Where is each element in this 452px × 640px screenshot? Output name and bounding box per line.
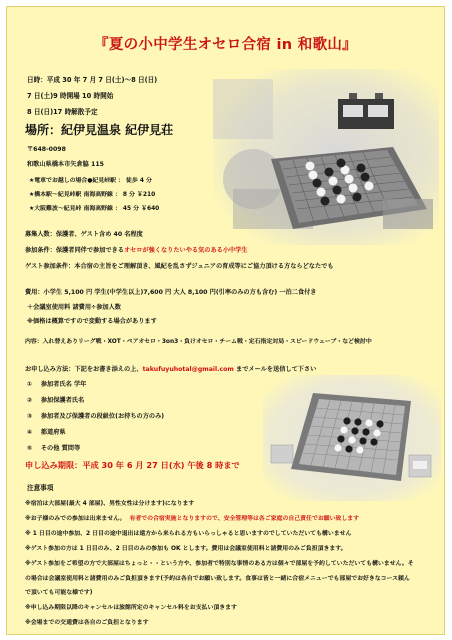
- othello-board-photo: [263, 375, 441, 501]
- note-line: ※ 1 日目の途中参加、2 日目の途中退出は遠方から来られる方もいらっしゃると思いますのでしていただいても構いません: [25, 531, 352, 537]
- note-line: ※ゲスト参加をご希望の方で大部屋はちょっと・・という方や、参加者で特別な事情のある方は個々で部屋を予約していただいても構いません。そ: [25, 561, 414, 567]
- participant-conditions: 参加条件：保護者同伴で参加できるオセロが強くなりたいやる気のある小中学生: [25, 247, 248, 254]
- note-line: ※会場までの交通費は各自のご負担となります: [25, 620, 149, 626]
- access-line: ★橋本駅〜紀見峠駅 南海高野線 ： 8 分 ￥210: [29, 192, 156, 198]
- note-line: ※申し込み期限以降のキャンセルは旅館所定のキャンセル料をお支払い頂きます: [25, 605, 237, 611]
- application-deadline: 申し込み期限：平成 30 年 6 月 27 日(水) 午後 8 時まで: [25, 460, 240, 470]
- application-intro: お申し込み方法：下記をお書き添えの上、takufuyuhotal@gmail.com までメールを送信して下さい: [25, 366, 317, 373]
- guest-conditions: ゲスト参加条件：本合宿の主旨をご理解頂き、風紀を乱さずジュニアの育成等にご協力頂ける方ならどなたでも: [25, 263, 334, 270]
- venue-postal: 〒648-0098: [27, 146, 66, 153]
- othello-match-photo: [213, 69, 439, 245]
- application-item: ③ 参加者及び保護者の段級位(お持ちの方のみ): [27, 413, 165, 420]
- application-item: ① 参加者氏名 学年: [27, 381, 87, 388]
- access-line: ★電車でお越しの場合●紀見峠駅 ： 徒歩 4 分: [29, 178, 152, 184]
- application-item: ④ 都道府県: [27, 429, 66, 436]
- venue-heading: 場所：紀伊見温泉 紀伊見荘: [25, 123, 174, 137]
- notes-heading: 注意事項: [27, 484, 54, 492]
- schedule-end: 8 日(日)17 時解散予定: [27, 108, 98, 116]
- event-content: 内容：入れ替えありリーグ戦・XOT・ペアオセロ・3on3・負けオセロ・チーム戦・定石指定対局・スピードウェーブ・など検討中: [25, 339, 372, 345]
- access-line: ★大阪難波〜紀見峠 南海高野線 ： 45 分 ￥640: [29, 206, 160, 212]
- schedule-date: 日時：平成 30 年 7 月 7 日(土)〜8 日(日): [27, 76, 158, 84]
- flyer-page: [6, 6, 445, 635]
- fees-line: 費用：小学生 5,100 円 学生(中学生以上)7,600 円 大人 8,100 円(引率のみの方も含む) 一泊二食付き: [25, 289, 317, 296]
- note-line: ※お子様のみでの参加は出来ません。 有者での合宿実施となりますので、安全管理等は各ご家庭の自己責任でお願い致します: [25, 516, 360, 522]
- venue-address: 和歌山県橋本市矢倉脇 115: [27, 161, 104, 168]
- note-line: で頂いても可能な様です): [25, 590, 93, 596]
- note-line: ※ゲスト参加の方は 1 日目のみ、2 日目のみの参加も OK とします。費用は会議室使用料と諸費用のみご負担頂きます。: [25, 546, 347, 552]
- email-link[interactable]: takufuyuhotal@gmail.com: [142, 366, 234, 373]
- recruit-count: 募集人数：保護者、ゲスト含め 40 名程度: [25, 231, 143, 238]
- schedule-start: 7 日(土)9 時開場 10 時開始: [27, 92, 114, 100]
- note-line: の場合は会議室使用料と諸費用のみご負担頂きます(予約は各自でお願い致します。食事は皆と一緒に合宿メニューでも部屋でお好きなコース頼ん: [25, 576, 410, 582]
- fees-note: ※価格は概算ですので変動する場合があります: [27, 318, 157, 325]
- application-item: ⑤ その他 質問等: [27, 445, 81, 452]
- application-item: ② 参加保護者氏名: [27, 397, 85, 404]
- fees-extra: ＋会議室使用料 諸費用÷参加人数: [27, 304, 121, 311]
- flyer-title: 『夏の小中学生オセロ合宿 in 和歌山』: [94, 37, 357, 53]
- note-line: ※宿泊は大部屋(最大 4 部屋)、男性女性は分けます)になります: [25, 501, 195, 507]
